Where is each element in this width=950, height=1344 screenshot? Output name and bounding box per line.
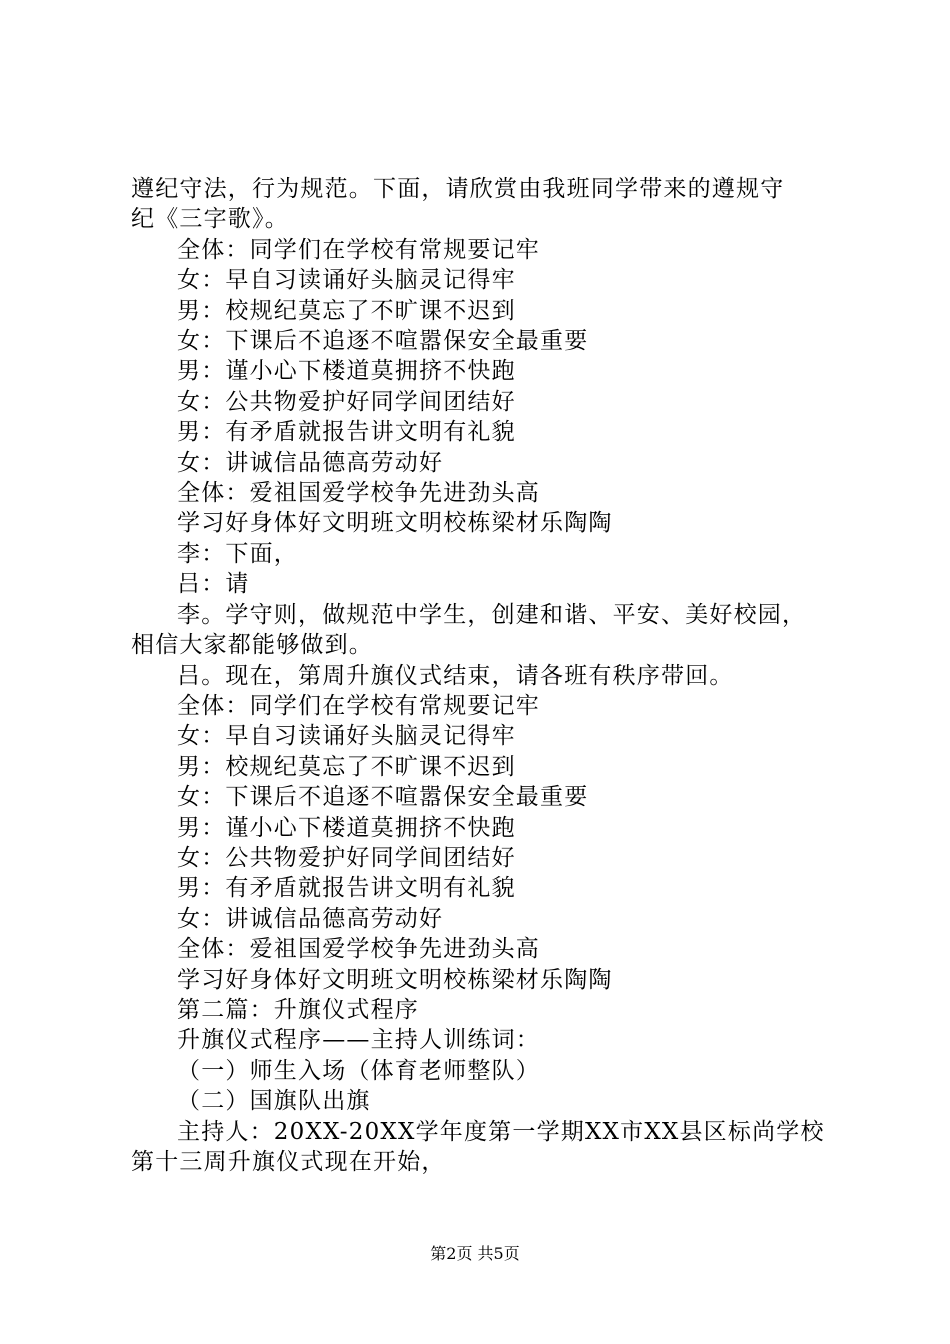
text-line: 女：早自习读诵好头脑灵记得牢 — [177, 267, 516, 294]
text-line: 吕。现在，第周升旗仪式结束，请各班有秩序带回。 — [177, 662, 734, 689]
text-line: 第十三周升旗仪式现在开始， — [131, 1149, 446, 1175]
text-line: 男：校规纪莫忘了不旷课不迟到 — [177, 753, 516, 780]
text-line: 全体：爱祖国爱学校争先进劲头高 — [177, 480, 540, 507]
text-line: 女：讲诚信品德高劳动好 — [177, 449, 444, 476]
text-line: 纪《三字歌》。 — [131, 206, 289, 233]
text-line: 第二篇：升旗仪式程序 — [177, 996, 419, 1023]
document-body — [131, 174, 831, 1177]
text-line: 女：下课后不追逐不喧嚣保安全最重要 — [177, 784, 589, 811]
text-line: 全体：同学们在学校有常规要记牢 — [177, 692, 540, 719]
text-line: 男：谨小心下楼道莫拥挤不快跑 — [177, 358, 516, 385]
text-line: 相信大家都能够做到。 — [131, 632, 373, 659]
text-line: 全体：同学们在学校有常规要记牢 — [177, 236, 540, 263]
text-line: 男：谨小心下楼道莫拥挤不快跑 — [177, 814, 516, 841]
text-line: 遵纪守法，行为规范。下面，请欣赏由我班同学带来的遵规守 — [131, 176, 785, 202]
text-line: 李。学守则，做规范中学生，创建和谐、平安、美好校园， — [177, 601, 807, 628]
text-line: 主持人：20XX-20XX学年度第一学期XX市XX县区标尚学校 — [177, 1118, 825, 1145]
text-line: 学习好身体好文明班文明校栋梁材乐陶陶 — [177, 966, 613, 993]
text-line: （一）师生入场（体育老师整队） — [177, 1057, 540, 1084]
text-line: 全体：爱祖国爱学校争先进劲头高 — [177, 936, 540, 963]
text-line: 男：有矛盾就报告讲文明有礼貌 — [177, 875, 516, 902]
text-line: 男：有矛盾就报告讲文明有礼貌 — [177, 419, 516, 446]
text-line: 女：公共物爱护好同学间团结好 — [177, 844, 516, 871]
text-line: 学习好身体好文明班文明校栋梁材乐陶陶 — [177, 510, 613, 537]
text-line: （二）国旗队出旗 — [177, 1088, 371, 1115]
text-line: 吕：请 — [177, 571, 250, 598]
text-line: 女：公共物爱护好同学间团结好 — [177, 388, 516, 415]
text-line: 李：下面， — [177, 540, 298, 567]
text-line: 女：下课后不追逐不喧嚣保安全最重要 — [177, 328, 589, 355]
text-line: 男：校规纪莫忘了不旷课不迟到 — [177, 297, 516, 324]
text-line: 升旗仪式程序——主持人训练词： — [177, 1027, 540, 1054]
text-line: 女：讲诚信品德高劳动好 — [177, 905, 444, 932]
page-footer: 第2页 共5页 — [430, 1244, 520, 1263]
text-line: 女：早自习读诵好头脑灵记得牢 — [177, 723, 516, 750]
